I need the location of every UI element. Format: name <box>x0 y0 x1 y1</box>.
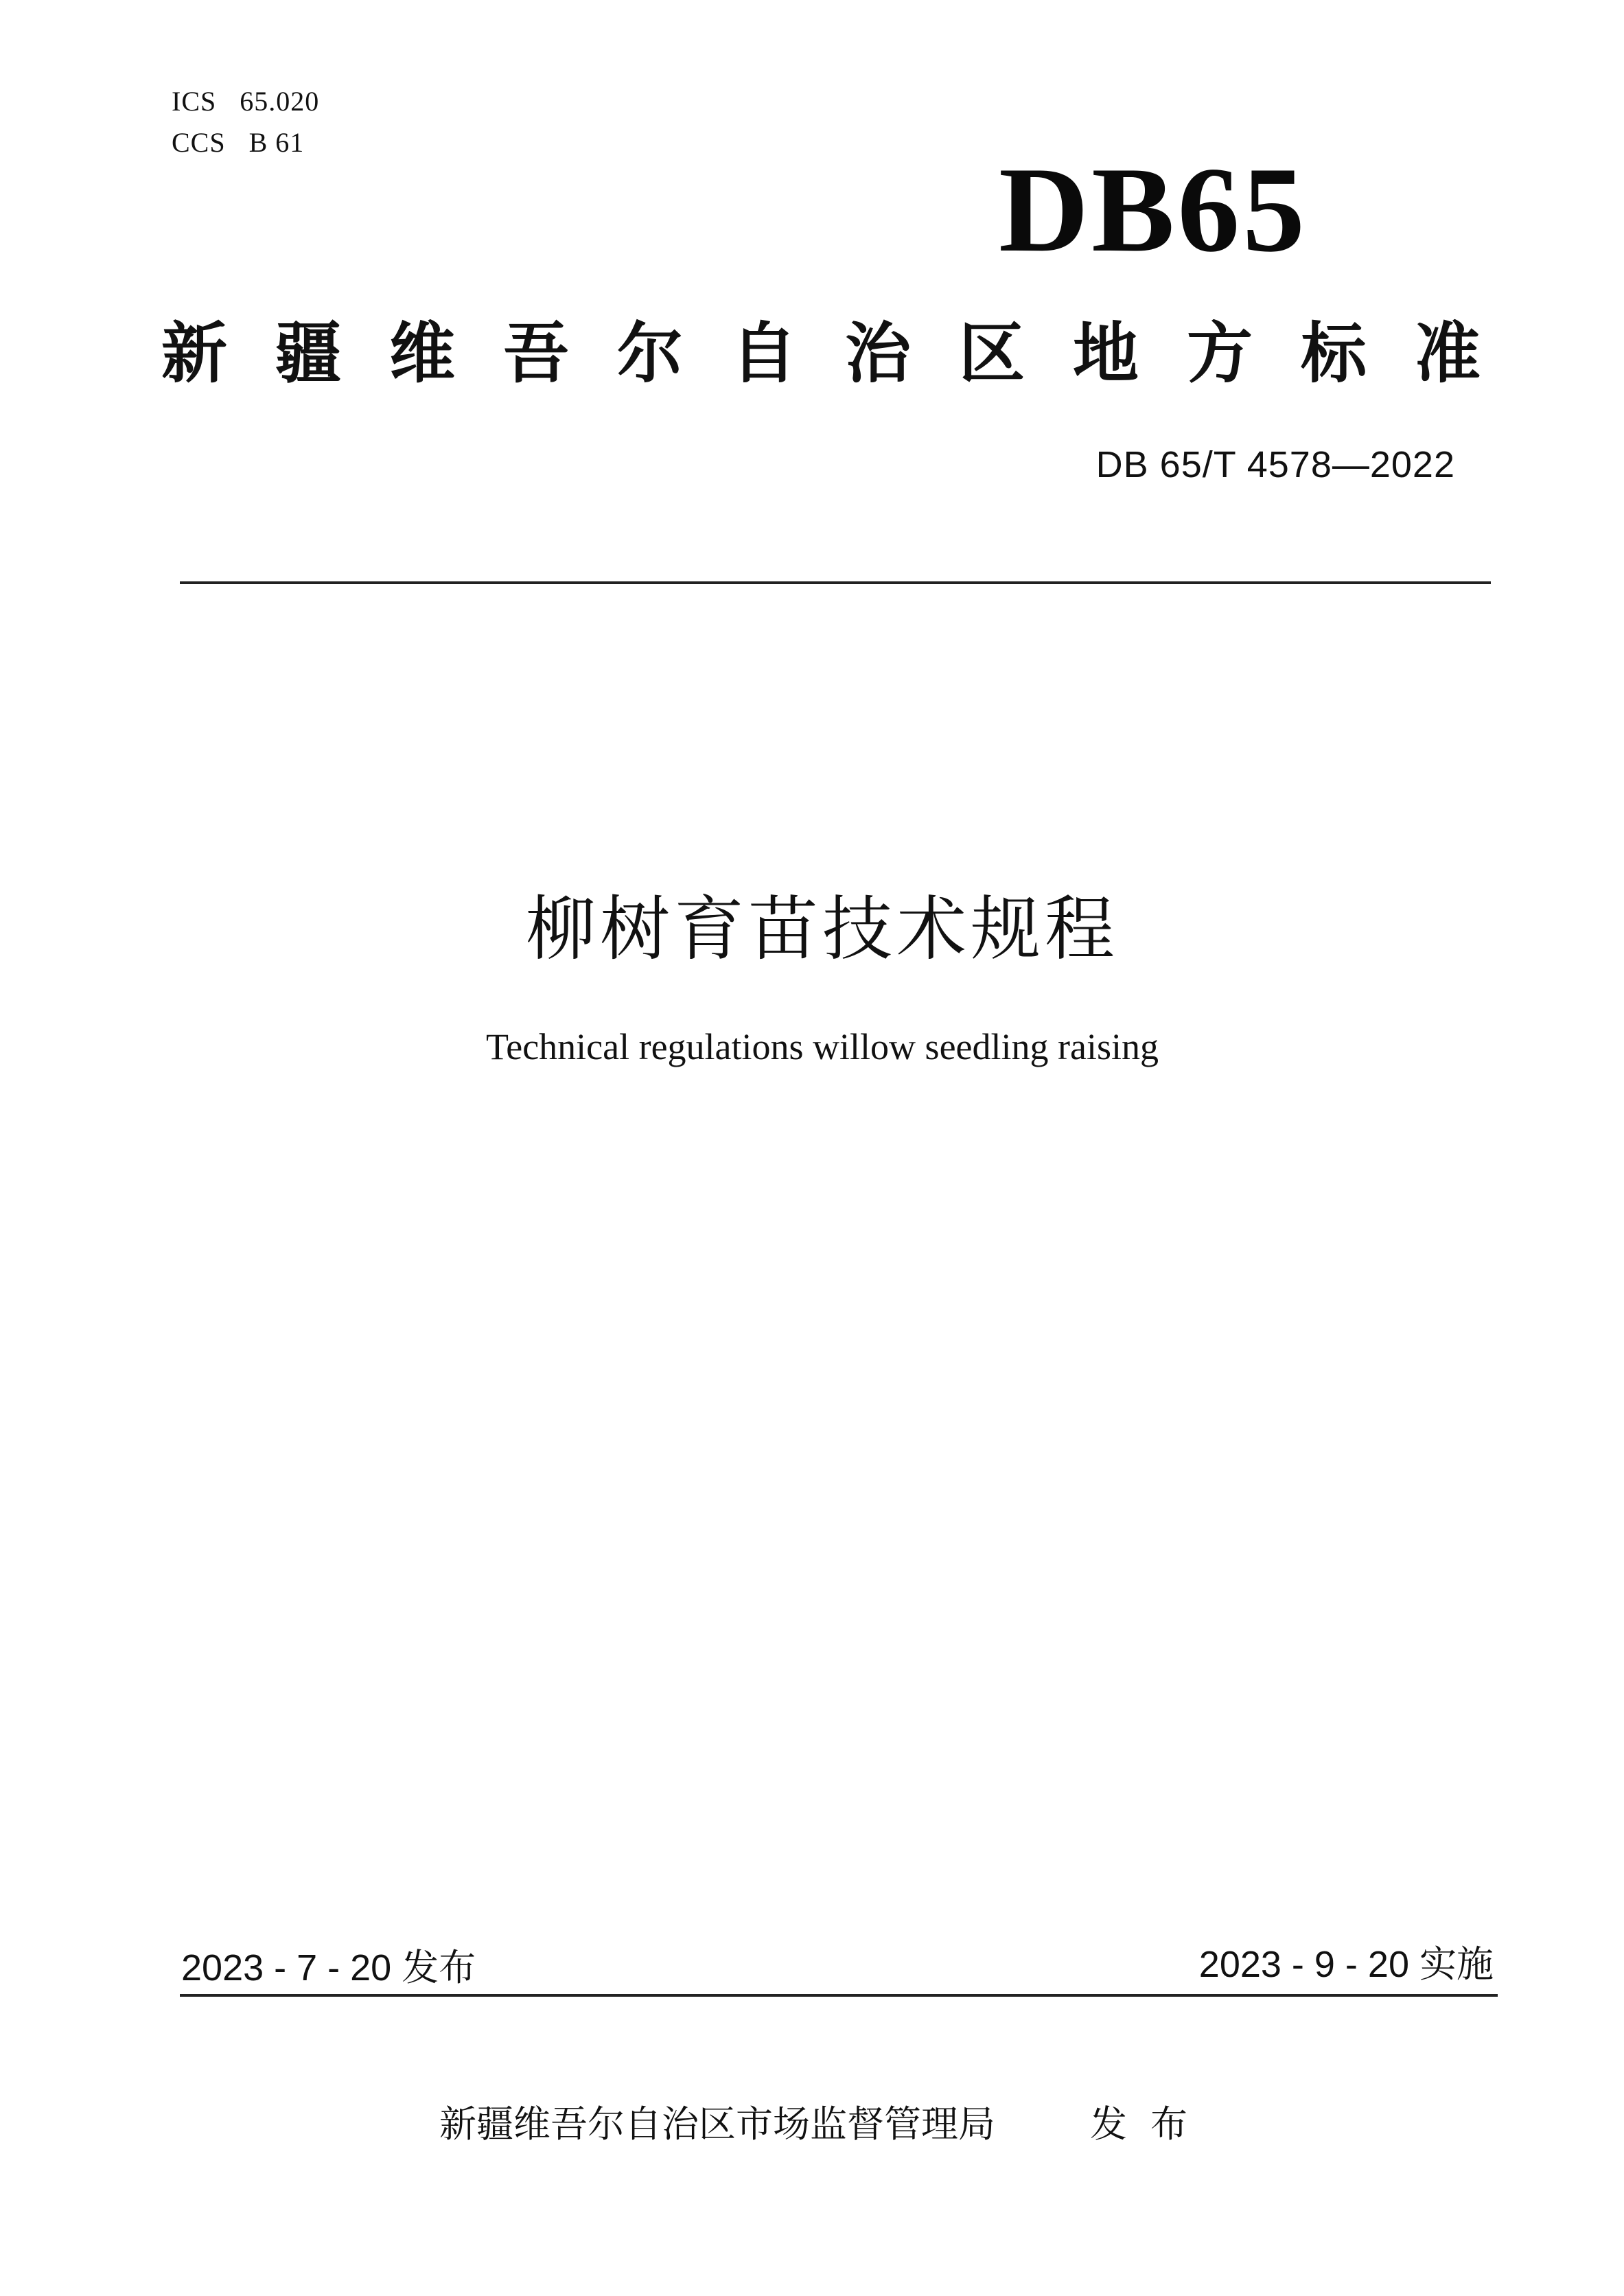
top-divider <box>180 581 1491 584</box>
ics-label: ICS <box>172 86 217 117</box>
bottom-divider <box>180 1994 1498 1997</box>
standard-type-heading: 新疆维吾尔自治区地方标准 <box>161 315 1529 392</box>
classification-codes <box>172 81 319 163</box>
db65-logo: DB65 <box>999 141 1308 277</box>
issuing-authority: 新疆维吾尔自治区市场监督管理局 <box>439 2102 995 2146</box>
ics-value: 65.020 <box>240 86 320 117</box>
document-title-english: Technical regulations willow seedling raising <box>486 1026 1159 1067</box>
ccs-value: B 61 <box>248 127 305 158</box>
implement-date: 2023 - 9 - 20 实施 <box>1198 1944 1494 1985</box>
standard-code: DB 65/T 4578—2022 <box>1095 444 1455 485</box>
ccs-label: CCS <box>172 127 226 158</box>
ccs-row <box>172 122 319 163</box>
ics-row <box>172 81 319 122</box>
publish-date: 2023 - 7 - 20 发布 <box>181 1947 476 1988</box>
document-title-chinese: 柳树育苗技术规程 <box>526 889 1119 971</box>
issue-label: 发布 <box>1090 2102 1211 2146</box>
